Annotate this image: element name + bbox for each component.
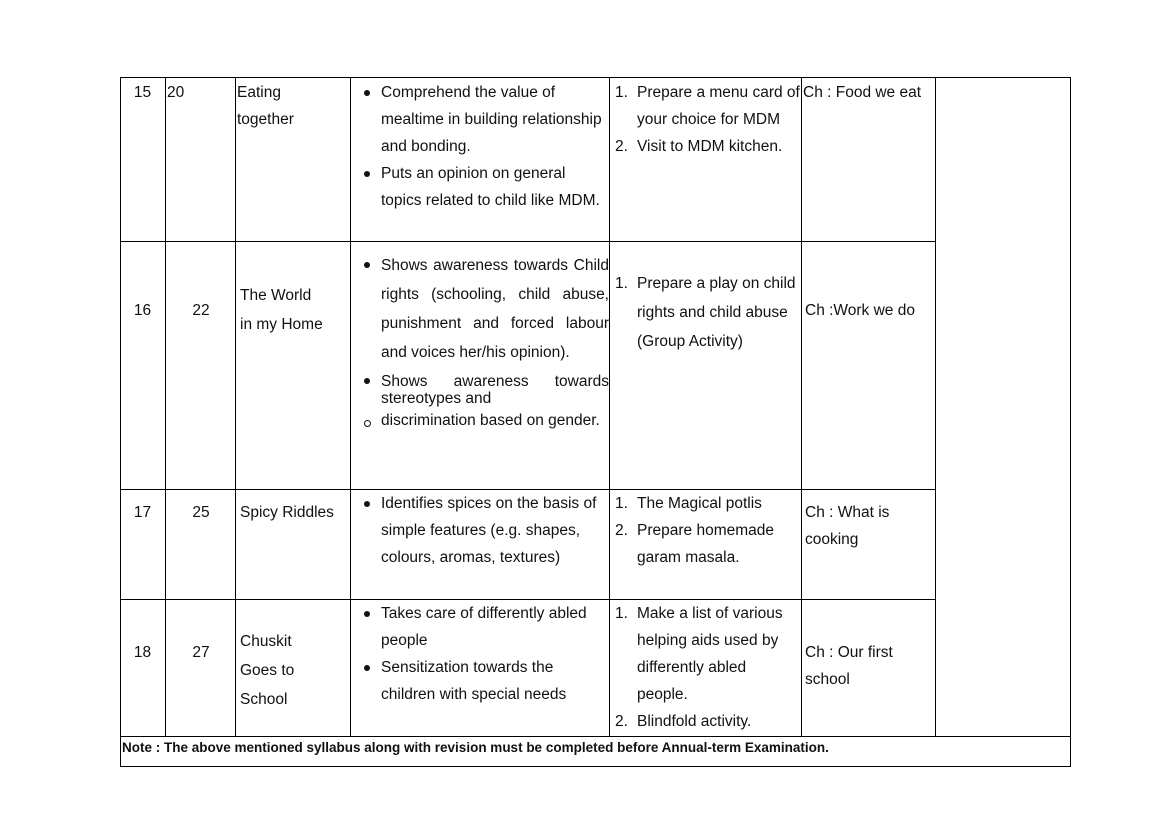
theme-cell: Chuskit Goes to School — [240, 633, 295, 708]
outcome-item: Puts an opinion on general topics related to child like MDM. — [356, 160, 606, 214]
outcome-item: Sensitization towards the children with special needs — [356, 654, 606, 708]
chapter-reference: Ch : Our first school — [805, 644, 893, 688]
activities — [612, 600, 800, 735]
outcome-item: Shows awareness towards stereotypes and — [356, 367, 609, 407]
activity-item: 2. Prepare homemade garam masala. — [615, 522, 774, 566]
activity-item: 1. Prepare a menu card of your choice for MDM — [615, 84, 800, 128]
learning-outcomes — [356, 600, 606, 708]
period-count: 20 — [167, 84, 185, 101]
outcome-item: discrimination based on gender. — [356, 407, 609, 435]
activity-item: 1. Make a list of various helping aids used by differently abled people. — [615, 605, 783, 703]
outcome-item: Shows awareness towards Child rights (schooling, child abuse, punishment and forced labour and voices her/his opinion). — [356, 251, 609, 367]
outcome-item: Identifies spices on the basis of simple features (e.g. shapes, colours, aromas, textures) — [356, 490, 606, 571]
activity-item: 2. Blindfold activity. — [615, 713, 752, 730]
row-number: 15 — [133, 84, 152, 101]
learning-outcomes — [356, 251, 609, 435]
activities — [612, 269, 800, 356]
activity-item: 2. Visit to MDM kitchen. — [615, 138, 783, 155]
row-number: 17 — [133, 504, 152, 521]
period-count: 22 — [192, 302, 210, 319]
learning-outcomes — [356, 79, 606, 214]
chapter-reference: Ch : What is cooking — [805, 504, 890, 548]
learning-outcomes — [356, 490, 606, 571]
activity-item: 1. Prepare a play on child rights and child abuse (Group Activity) — [615, 275, 796, 350]
activities — [612, 79, 800, 160]
outcome-item: Takes care of differently abled people — [356, 600, 606, 654]
activities — [612, 490, 800, 571]
outcome-item: Comprehend the value of mealtime in building relationship and bonding. — [356, 79, 606, 160]
theme-cell: Eating together — [237, 84, 294, 128]
syllabus-note: Note : The above mentioned syllabus along with revision must be completed before Annual-term Examination. — [122, 740, 829, 755]
theme-cell: Spicy Riddles — [240, 504, 334, 521]
chapter-reference: Ch : Food we eat — [803, 84, 922, 101]
row-number: 16 — [133, 302, 152, 319]
syllabus-table — [120, 77, 1071, 767]
activity-item: 1. The Magical potlis — [615, 495, 762, 512]
period-count: 25 — [192, 504, 210, 521]
theme-cell: The World in my Home — [240, 287, 323, 333]
chapter-reference: Ch :Work we do — [805, 302, 915, 319]
period-count: 27 — [192, 644, 210, 661]
row-number: 18 — [133, 644, 152, 661]
